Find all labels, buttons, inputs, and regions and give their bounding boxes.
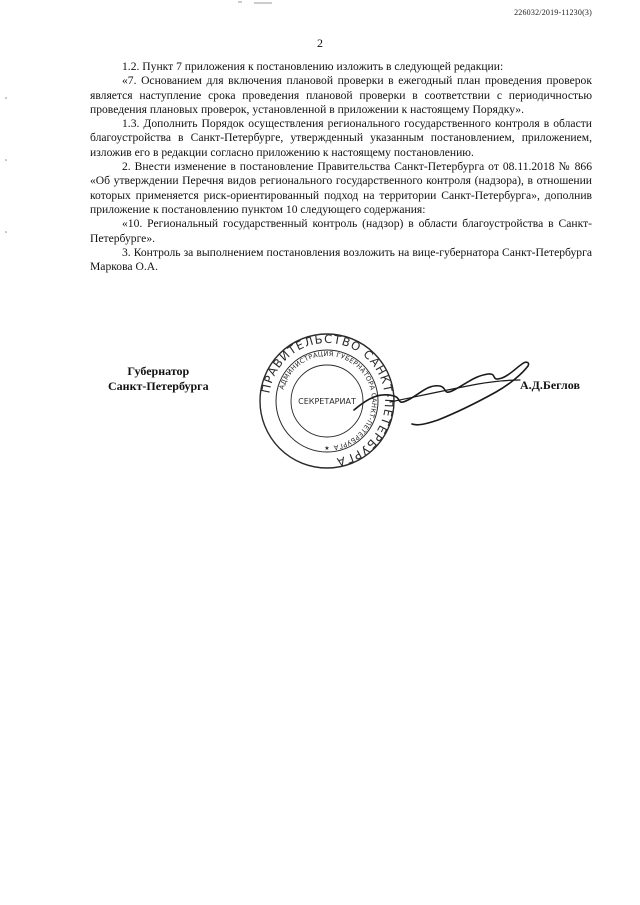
paragraph-1-3: 1.3. Дополнить Порядок осуществления регионального государственного контроля в области благоустройства в Санкт-Петербурге, утвержденный указанным постановлением, приложением, изложив его в редакции согласно приложению к настоящему постановлению. <box>90 117 592 159</box>
signatory-title-line-1: Губернатор <box>127 364 190 378</box>
paragraph-item-7: «7. Основанием для включения плановой проверки в ежегодный план проведения проверок является наступление срока проведения плановой проверки в соответствии с периодичностью проведения плановых проверок, установленной в приложении к настоящему Порядку». <box>90 74 592 116</box>
page-number: 2 <box>317 36 323 50</box>
svg-text:★: ★ <box>324 446 330 452</box>
scan-artifact-marks <box>220 0 280 6</box>
signatory-name: А.Д.Беглов <box>520 378 580 392</box>
seal-outer-text: ПРАВИТЕЛЬСТВО САНКТ-ПЕТЕРБУРГА <box>258 332 396 470</box>
signature-block <box>0 330 640 470</box>
signatory-title-line-2: Санкт-Петербурга <box>108 379 209 393</box>
handwritten-signature <box>350 340 540 430</box>
seal-inner-text: АДМИНИСТРАЦИЯ ГУБЕРНАТОРА САНКТ-ПЕТЕРБУРГА <box>277 349 379 452</box>
paragraph-2: 2. Внести изменение в постановление Правительства Санкт-Петербурга от 08.11.2018 № 866 «Об утверждении Перечня видов регионального государственного контроля (надзора), в отношении которых применяется риск-ориентированный подход на территории Санкт-Петербурга», дополнив приложение к постановлению пунктом 10 следующего содержания: <box>90 160 592 216</box>
margin-marks <box>0 0 20 905</box>
document-body <box>90 60 592 274</box>
signatory-title <box>108 364 209 394</box>
paragraph-item-10: «10. Региональный государственный контроль (надзор) в области благоустройства в Санкт-Петербурге». <box>90 217 592 245</box>
paragraph-1-2: 1.2. Пункт 7 приложения к постановлению изложить в следующей редакции: <box>122 60 504 73</box>
document-registration-number: 226032/2019-11230(3) <box>514 8 592 17</box>
seal-center-text: СЕКРЕТАРИАТ <box>298 397 356 406</box>
paragraph-3: 3. Контроль за выполнением постановления возложить на вице-губернатора Санкт-Петербурга Маркова О.А. <box>90 245 592 274</box>
